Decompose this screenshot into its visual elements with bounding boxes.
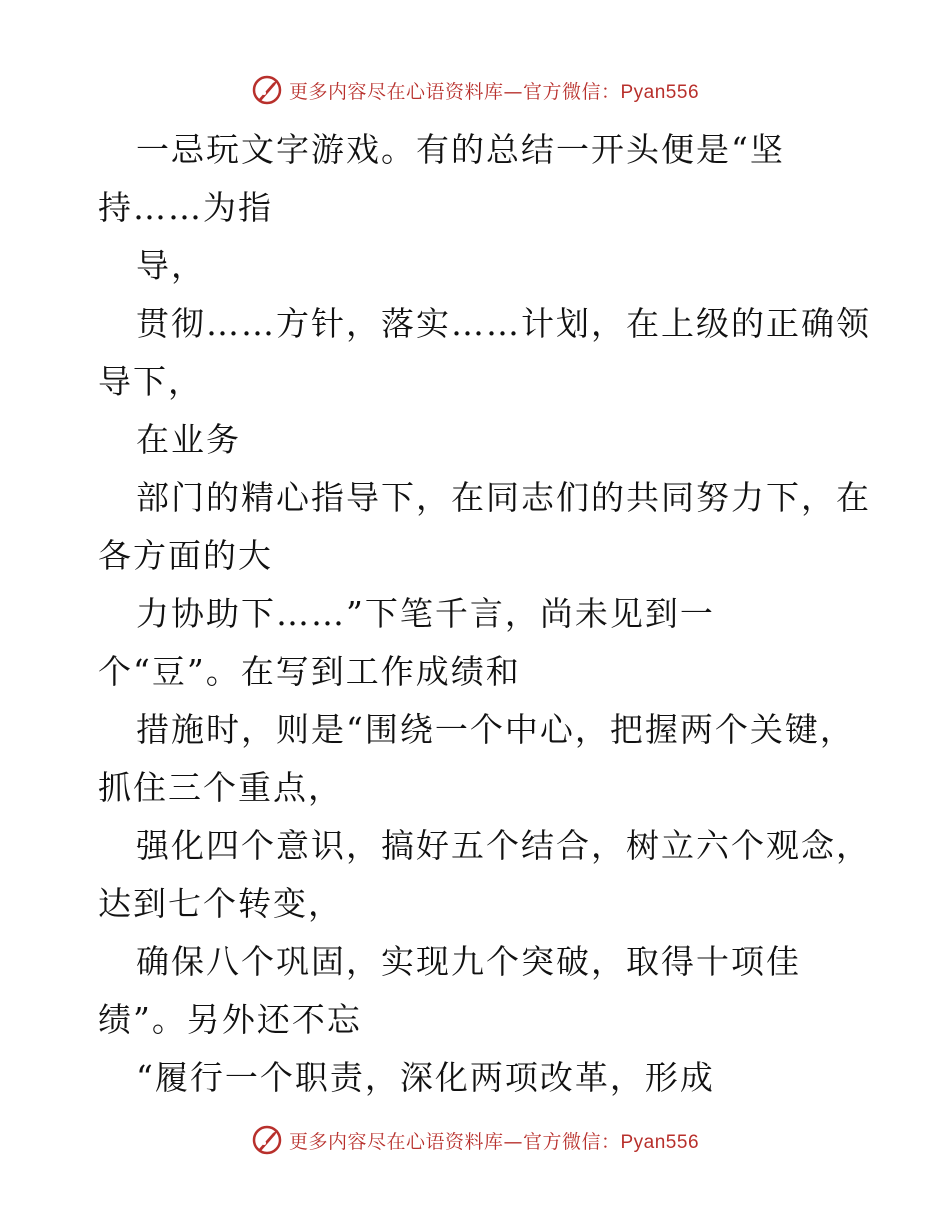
body-line-8: 各方面的大 <box>98 536 273 575</box>
body-line-2: 持……为指 <box>98 188 273 227</box>
banner-wechat-label: 官方微信： <box>522 80 621 103</box>
body-line-16: 绩”。另外还不忘 <box>98 1000 362 1039</box>
pen-nib-logo-icon <box>251 73 285 107</box>
body-line-12: 抓住三个重点， <box>98 768 343 807</box>
banner-wechat-id: Pyan556 <box>620 81 700 103</box>
banner-text <box>289 1127 699 1154</box>
body-line-9: 力协助下……”下笔千言，尚未见到一 <box>136 594 715 633</box>
footer-banner <box>0 1120 950 1160</box>
body-line-11: 措施时，则是“围绕一个中心，把握两个关键， <box>136 710 855 749</box>
banner-library-name: 更多内容尽在心语资料库 <box>288 80 504 103</box>
body-line-17: “履行一个职责，深化两项改革，形成 <box>136 1058 715 1097</box>
body-line-6: 在业务 <box>136 420 241 459</box>
banner-text <box>289 77 699 104</box>
body-line-1: 一忌玩文字游戏。有的总结一开头便是“坚 <box>136 130 785 169</box>
banner-dash: — <box>503 1130 523 1153</box>
banner-wechat-id: Pyan556 <box>620 1131 700 1153</box>
body-line-4: 贯彻……方针，落实……计划，在上级的正确领 <box>136 304 871 343</box>
body-line-3: 导， <box>136 246 206 285</box>
body-line-15: 确保八个巩固，实现九个突破，取得十项佳 <box>136 942 801 981</box>
banner-library-name: 更多内容尽在心语资料库 <box>288 1130 504 1153</box>
banner-wechat-label: 官方微信： <box>522 1130 621 1153</box>
banner-dash: — <box>503 80 523 103</box>
header-banner <box>0 70 950 110</box>
body-line-5: 导下， <box>98 362 203 401</box>
body-line-10: 个“豆”。在写到工作成绩和 <box>98 652 521 691</box>
body-line-7: 部门的精心指导下，在同志们的共同努力下，在 <box>136 478 871 517</box>
body-line-14: 达到七个转变， <box>98 884 343 923</box>
pen-nib-logo-icon <box>251 1123 285 1157</box>
body-line-13: 强化四个意识，搞好五个结合，树立六个观念， <box>136 826 871 865</box>
